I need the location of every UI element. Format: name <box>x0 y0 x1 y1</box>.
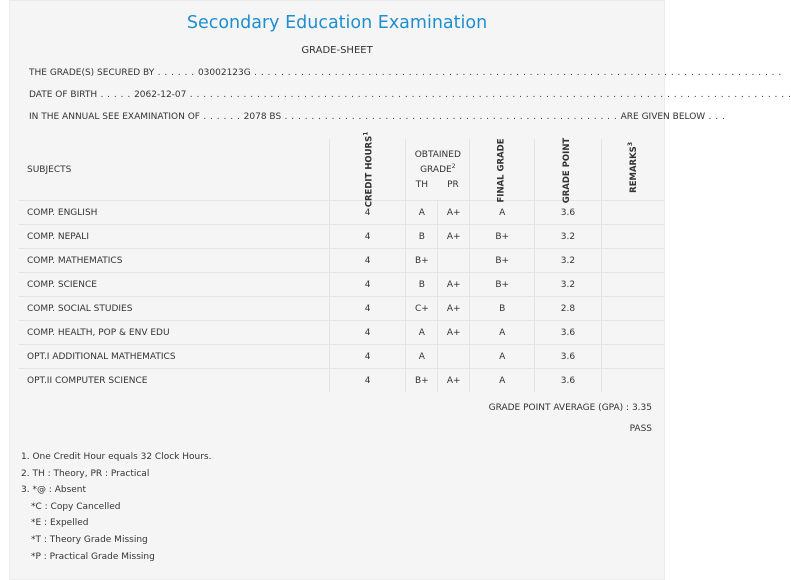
grade-point-cell: 2.8 <box>535 297 601 321</box>
header-final-grade: FINAL GRADE <box>470 139 535 201</box>
remarks-cell <box>601 369 664 393</box>
credit-cell: 4 <box>329 249 406 273</box>
dob-label: DATE OF BIRTH <box>29 90 98 100</box>
gpa-label: GRADE POINT AVERAGE (GPA) : <box>488 403 630 413</box>
grade-value: 03002123G <box>197 68 251 78</box>
th-grade-cell: A <box>406 321 438 345</box>
pr-grade-cell: A+ <box>438 369 470 393</box>
exam-value: 2078 BS <box>243 112 282 122</box>
header-credit-hours: CREDIT HOURS$^1$ <box>329 139 406 201</box>
header-th: TH <box>415 180 429 190</box>
remarks-cell <box>601 345 664 369</box>
note-practical-missing: *P : Practical Grade Missing <box>31 551 155 562</box>
th-grade-cell: A <box>406 345 438 369</box>
remarks-cell <box>601 201 664 225</box>
table-row <box>19 201 664 225</box>
note-1: 1. One Credit Hour equals 32 Clock Hours. <box>21 452 212 462</box>
final-grade-cell: A <box>470 345 535 369</box>
subject-cell: COMP. MATHEMATICS <box>19 249 329 273</box>
final-grade-cell: A <box>470 321 535 345</box>
exam-label: IN THE ANNUAL SEE EXAMINATION OF <box>29 112 200 122</box>
subject-cell: COMP. NEPALI <box>19 225 329 249</box>
dob-value: 2062-12-07 <box>134 90 187 100</box>
grade-point-cell: 3.2 <box>535 225 601 249</box>
info-exam-line: IN THE ANNUAL SEE EXAMINATION OF . . . . . . 2078 BS . . . . . . . . . . . . . . . . . . . . . . . . . . . . . . . . . . . . . . . . . . . . . . . . . . ARE GIVEN BELOW . . . <box>29 112 726 122</box>
final-grade-cell: A <box>470 201 535 225</box>
pr-grade-cell: A+ <box>438 225 470 249</box>
pr-grade-cell <box>438 345 470 369</box>
remarks-cell <box>601 249 664 273</box>
th-grade-cell: B+ <box>406 249 438 273</box>
grade-point-cell: 3.2 <box>535 273 601 297</box>
th-grade-cell: B+ <box>406 369 438 393</box>
exam-suffix: ARE GIVEN BELOW <box>620 112 706 122</box>
credit-cell: 4 <box>329 345 406 369</box>
table-row <box>19 273 664 297</box>
gpa-value: 3.35 <box>631 403 652 413</box>
table-row <box>19 249 664 273</box>
header-pr: PR <box>447 180 459 190</box>
pr-grade-cell: A+ <box>438 273 470 297</box>
table-row <box>19 225 664 249</box>
header-remarks: REMARKS$^3$ <box>601 139 664 201</box>
note-2: 2. TH : Theory, PR : Practical <box>21 468 150 479</box>
credit-cell: 4 <box>329 273 406 297</box>
th-grade-cell: B <box>406 273 438 297</box>
header-subjects: SUBJECTS <box>27 164 72 175</box>
header-grade-point: GRADE POINT <box>535 139 601 201</box>
footnotes <box>21 449 211 565</box>
credit-cell: 4 <box>329 297 406 321</box>
header-obtained-grade: OBTAINED GRADE$^2$ TH PR <box>406 139 470 201</box>
pr-grade-cell: A+ <box>438 321 470 345</box>
subject-cell: COMP. SOCIAL STUDIES <box>19 297 329 321</box>
note-theory-missing: *T : Theory Grade Missing <box>31 534 148 545</box>
table-row <box>19 321 664 345</box>
note-3: 3. *@ : Absent <box>21 485 87 496</box>
grade-point-cell: 3.6 <box>535 369 601 393</box>
table-row <box>19 345 664 369</box>
subject-cell: COMP. HEALTH, POP & ENV EDU <box>19 321 329 345</box>
grade-sheet <box>9 0 791 580</box>
grade-point-cell: 3.2 <box>535 249 601 273</box>
page-subtitle: GRADE-SHEET <box>301 45 373 56</box>
grade-point-cell: 3.6 <box>535 201 601 225</box>
pr-grade-cell: A+ <box>438 201 470 225</box>
credit-cell: 4 <box>329 369 406 393</box>
remarks-cell <box>601 273 664 297</box>
credit-cell: 4 <box>329 201 406 225</box>
subject-cell: COMP. ENGLISH <box>19 201 329 225</box>
subject-cell: COMP. SCIENCE <box>19 273 329 297</box>
th-grade-cell: B <box>406 225 438 249</box>
grades-table <box>19 131 664 392</box>
final-grade-cell: B+ <box>470 249 535 273</box>
gpa-line <box>489 403 652 413</box>
table-header <box>19 139 664 201</box>
grade-point-cell: 3.6 <box>535 321 601 345</box>
th-grade-cell: C+ <box>406 297 438 321</box>
pr-grade-cell <box>438 249 470 273</box>
result-status: PASS <box>629 424 652 434</box>
credit-cell: 4 <box>329 225 406 249</box>
remarks-cell <box>601 225 664 249</box>
remarks-cell <box>601 297 664 321</box>
grade-point-cell: 3.6 <box>535 345 601 369</box>
subject-cell: OPT.I ADDITIONAL MATHEMATICS <box>19 345 329 369</box>
final-grade-cell: B <box>470 297 535 321</box>
pr-grade-cell: A+ <box>438 297 470 321</box>
final-grade-cell: B+ <box>470 225 535 249</box>
remarks-cell <box>601 321 664 345</box>
table-row <box>19 297 664 321</box>
final-grade-cell: A <box>470 369 535 393</box>
credit-cell: 4 <box>329 321 406 345</box>
subject-cell: OPT.II COMPUTER SCIENCE <box>19 369 329 393</box>
page-title: Secondary Education Examination <box>186 13 488 33</box>
info-grade-line: THE GRADE(S) SECURED BY . . . . . . 03002123G . . . . . . . . . . . . . . . . . . . . . . . . . . . . . . . . . . . . . . . . . . . . . . . . . . . . . . . . . . . . . . . . . . . . . . . . . . . . . . . <box>29 68 782 78</box>
info-dob-line: DATE OF BIRTH . . . . . 2062-12-07 . . . . . . . . . . . . . . . . . . . . . . . . . . . . . . . . . . . . . . . . . . . . . . . . . . . . . . . . . . . . . . . . . . . . . . . . . . . . . . . . . . . . . . . . . . <box>29 90 791 100</box>
note-copy-cancelled: *C : Copy Cancelled <box>31 501 121 512</box>
note-expelled: *E : Expelled <box>31 518 89 529</box>
th-grade-cell: A <box>406 201 438 225</box>
final-grade-cell: B+ <box>470 273 535 297</box>
grade-label: THE GRADE(S) SECURED BY <box>29 68 155 78</box>
table-row <box>19 369 664 393</box>
